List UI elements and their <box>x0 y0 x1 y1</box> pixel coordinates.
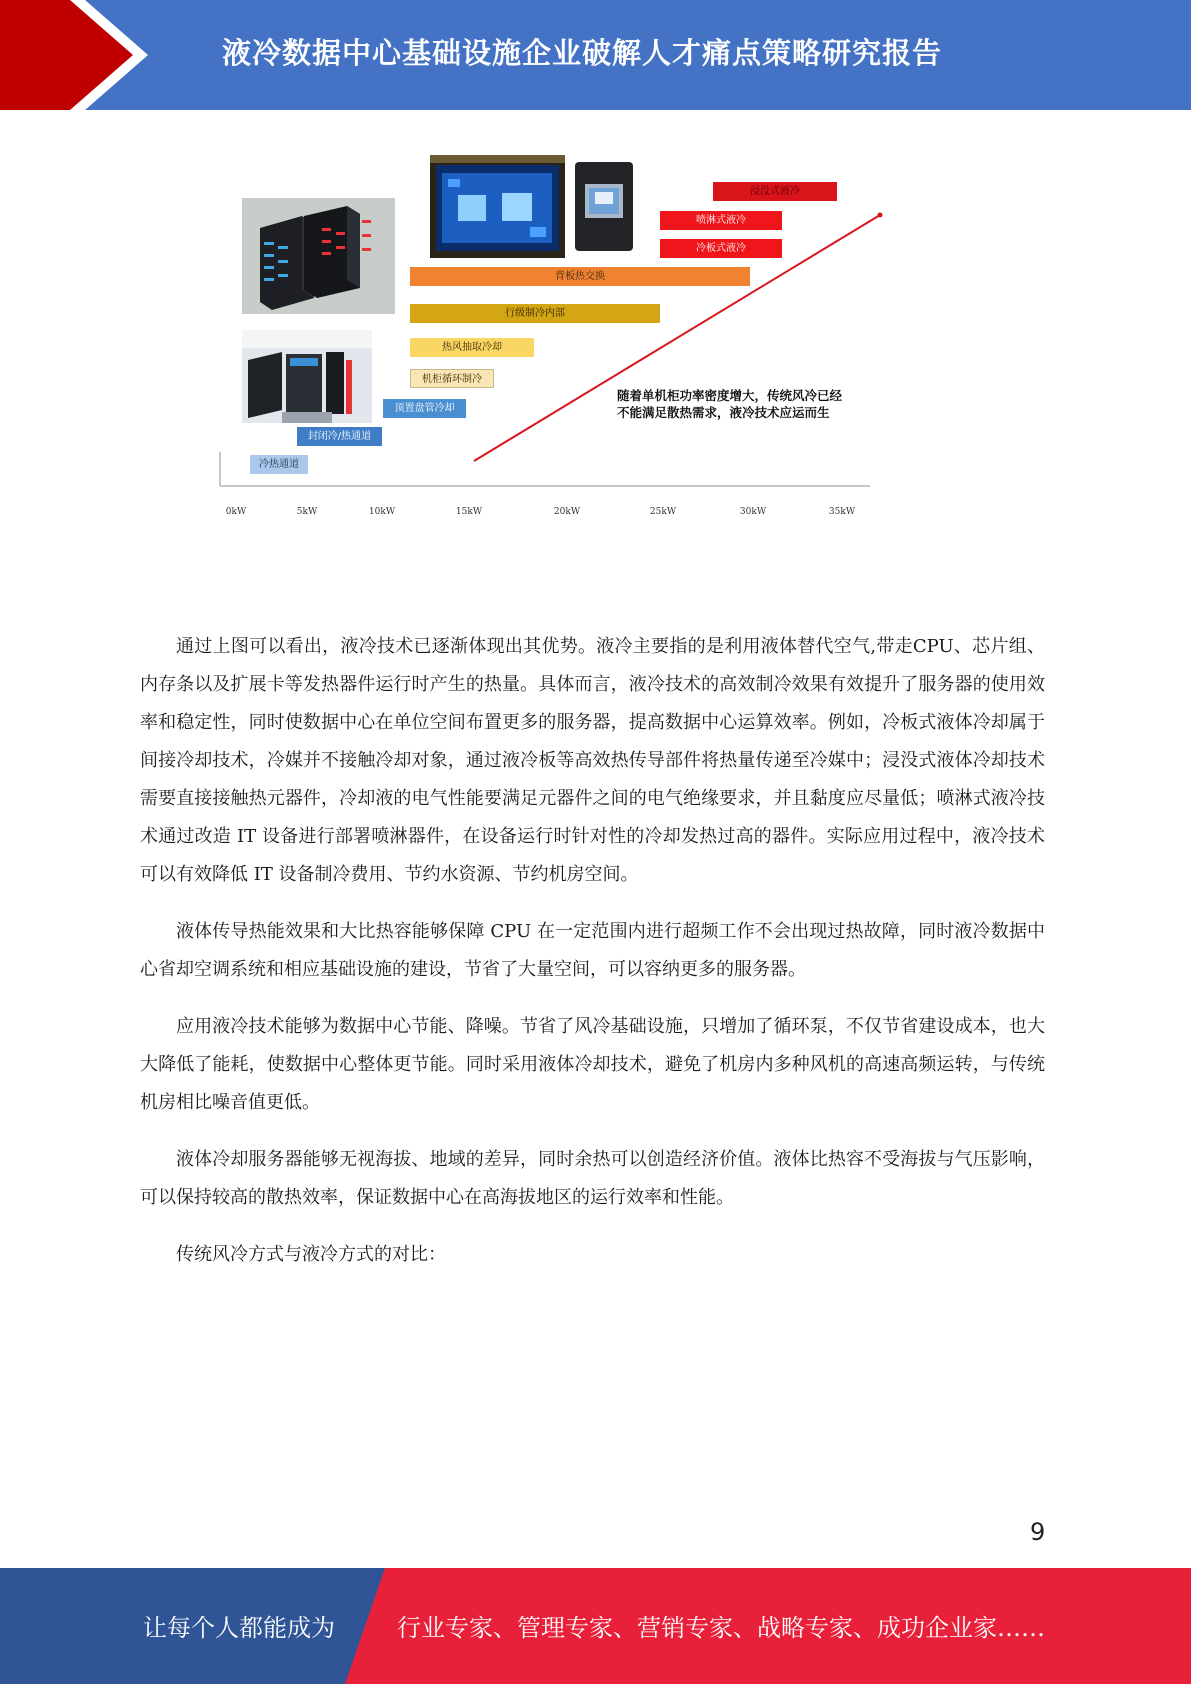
bar-hot-cold-aisle: 冷热通道 <box>250 455 308 474</box>
paragraph: 传统风冷方式与液冷方式的对比： <box>176 1244 446 1265</box>
paragraph: 通过上图可以看出，液冷技术已逐渐体现出其优势。液冷主要指的是利用液体替代空气,带走CPU、芯片组、内存条以及扩展卡等发热器件运行时产生的热量。具体而言，液冷技术的高效制冷效果有效提升了服务器的使用效率和稳定性，同时使数据中心在单位空间布置更多的服务器，提高数据中心运算效率。例如，冷板式液体冷却属于间接冷却技术，冷媒并不接触冷却对象，通过液冷板等高效热传导部件将热量传递至冷媒中；浸没式液体冷却技术需要直接接触热元器件，冷却液的电气性能要满足元器件之间的电气绝缘要求，并且黏度应尽量低；喷淋式液冷技术通过改造 IT 设备进行部署喷淋器件，在设备运行时针对性的冷却发热过高的器件。实际应用过程中，液冷技术可以有效降低 IT 设备制冷费用、节约水资源、节约机房空间。 <box>140 636 1045 885</box>
bar-in-row-cooling: 行级制冷内部 <box>410 304 660 323</box>
bar-hot-air-extraction: 热风抽取冷却 <box>410 338 534 357</box>
page-number: 9 <box>1030 1518 1046 1546</box>
bar-overhead-coil: 顶置盘管冷却 <box>383 399 466 418</box>
x-tick-label: 5kW <box>296 507 318 517</box>
chart-annotation-line-1: 随着单机柜功率密度增大，传统风冷已经 <box>617 388 843 403</box>
paragraph: 应用液冷技术能够为数据中心节能、降噪。节省了风冷基础设施，只增加了循环泵，不仅节省建设成本，也大大降低了能耗，使数据中心整体更节能。同时采用液体冷却技术，避免了机房内多种风机的高速高频运转，与传统机房相比噪音值更低。 <box>140 1016 1045 1113</box>
chart-axes <box>215 150 890 530</box>
x-tick-label: 10kW <box>368 507 396 517</box>
bar-contained-aisle: 封闭冷/热通道 <box>297 427 382 446</box>
header-arrow-decoration <box>0 0 160 110</box>
bar-immersion-cooling: 浸没式液冷 <box>713 182 837 201</box>
report-title: 液冷数据中心基础设施企业破解人才痛点策略研究报告 <box>222 36 943 70</box>
footer-slogan-right: 行业专家、管理专家、营销专家、战略专家、成功企业家…… <box>397 1614 1045 1642</box>
paragraph: 液体冷却服务器能够无视海拔、地域的差异，同时余热可以创造经济价值。液体比热容不受海拔与气压影响，可以保持较高的散热效率，保证数据中心在高海拔地区的运行效率和性能。 <box>140 1149 1045 1208</box>
x-tick-label: 30kW <box>739 507 767 517</box>
footer-slogan-left: 让每个人都能成为 <box>143 1614 335 1642</box>
chart-annotation-line-2: 不能满足散热需求，液冷技术应运而生 <box>617 405 830 420</box>
x-tick-label: 0kW <box>225 507 247 517</box>
x-tick-label: 25kW <box>649 507 677 517</box>
x-tick-label: 20kW <box>553 507 581 517</box>
cooling-technology-figure <box>215 150 890 530</box>
page-header <box>0 0 1191 110</box>
chart-annotation <box>617 387 887 421</box>
bar-spray-cooling: 喷淋式液冷 <box>660 211 782 230</box>
paragraph: 液体传导热能效果和大比热容能够保障 CPU 在一定范围内进行超频工作不会出现过热故障，同时液冷数据中心省却空调系统和相应基础设施的建设，节省了大量空间，可以容纳更多的服务器。 <box>140 921 1045 980</box>
x-tick-label: 35kW <box>828 507 856 517</box>
bar-rear-door-heat-exchange: 背板热交换 <box>410 267 750 286</box>
page-footer <box>0 1568 1191 1684</box>
trend-line-end-point <box>878 213 883 218</box>
bar-cold-plate-cooling: 冷板式液冷 <box>660 239 782 258</box>
x-tick-label: 15kW <box>455 507 483 517</box>
body-text <box>140 628 1045 1293</box>
bar-cabinet-circulation: 机柜循环制冷 <box>410 369 494 388</box>
